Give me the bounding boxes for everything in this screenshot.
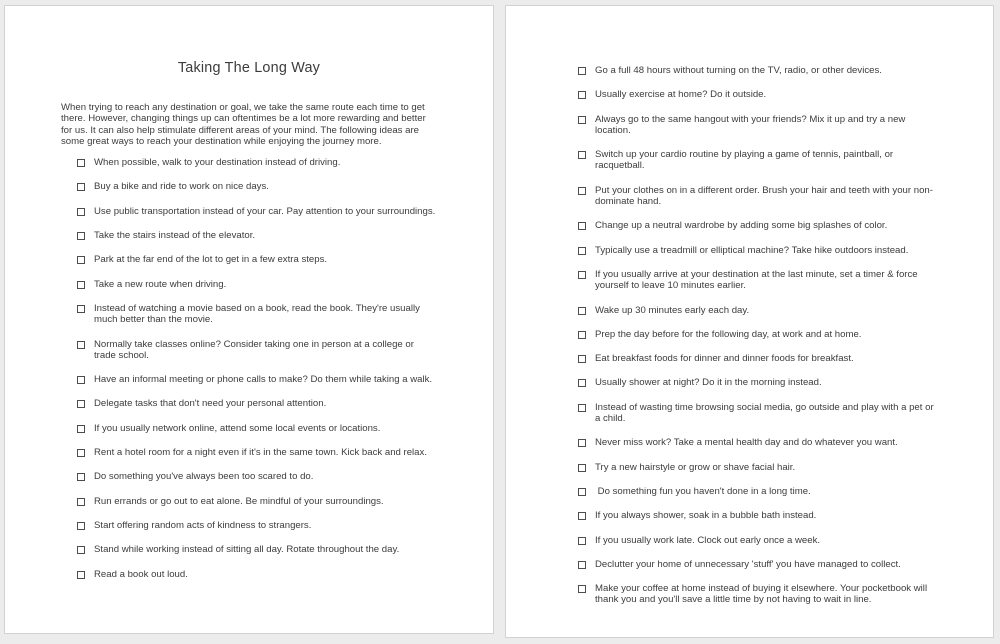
checkbox-icon bbox=[578, 307, 586, 315]
checklist-item bbox=[578, 185, 993, 208]
checklist-item bbox=[77, 181, 493, 192]
checkbox-icon bbox=[77, 305, 85, 313]
checklist-item-text: If you usually arrive at your destination at the last minute, set a timer & force yourself to leave 10 minutes earlier. bbox=[595, 268, 921, 292]
checklist-item-text: Do something you've always been too scared to do. bbox=[94, 471, 314, 483]
checklist-item-text: Use public transportation instead of your car. Pay attention to your surroundings. bbox=[94, 205, 436, 217]
checklist-item bbox=[77, 569, 493, 580]
checkbox-icon bbox=[77, 400, 85, 408]
checkbox-icon bbox=[578, 116, 586, 124]
checkbox-icon bbox=[578, 222, 586, 230]
checklist-item bbox=[77, 374, 493, 385]
checklist-item bbox=[578, 402, 993, 425]
checkbox-icon bbox=[578, 247, 586, 255]
checkbox-icon bbox=[578, 187, 586, 195]
checkbox-icon bbox=[77, 376, 85, 384]
checklist-item-text: Stand while working instead of sitting all day. Rotate throughout the day. bbox=[94, 544, 400, 556]
checklist-item-text: Take the stairs instead of the elevator. bbox=[94, 230, 256, 242]
checklist-item-text: If you usually network online, attend some local events or locations. bbox=[94, 422, 381, 434]
checklist-item bbox=[77, 157, 493, 168]
checklist-item-text: Change up a neutral wardrobe by adding some big splashes of color. bbox=[595, 220, 888, 232]
checklist-item bbox=[77, 447, 493, 458]
checklist-item bbox=[578, 559, 993, 570]
checklist-item bbox=[77, 206, 493, 217]
checkbox-icon bbox=[578, 151, 586, 159]
checkbox-icon bbox=[77, 571, 85, 579]
checkbox-icon bbox=[578, 561, 586, 569]
checkbox-icon bbox=[578, 91, 586, 99]
checklist-item-text: Do something fun you haven't done in a long time. bbox=[595, 485, 811, 497]
checklist-item-text: If you usually work late. Clock out early once a week. bbox=[595, 534, 821, 546]
checklist-item-text: Wake up 30 minutes early each day. bbox=[595, 304, 750, 316]
checklist-item bbox=[578, 65, 993, 76]
checklist-item-text: Eat breakfast foods for dinner and dinner foods for breakfast. bbox=[595, 353, 854, 365]
checkbox-icon bbox=[77, 473, 85, 481]
checklist-item bbox=[77, 339, 493, 362]
checklist-item bbox=[578, 462, 993, 473]
checkbox-icon bbox=[77, 522, 85, 530]
checklist-item-text: Rent a hotel room for a night even if it's in the same town. Kick back and relax. bbox=[94, 447, 427, 459]
checklist-item bbox=[77, 398, 493, 409]
checklist-item bbox=[578, 510, 993, 521]
page-2 bbox=[505, 5, 994, 638]
checklist-item bbox=[578, 245, 993, 256]
checklist-item-text: Read a book out loud. bbox=[94, 568, 188, 580]
checklist-item-text: Switch up your cardio routine by playing a game of tennis, paintball, or racquetball. bbox=[595, 149, 896, 172]
checklist-item-text: Make your coffee at home instead of buying it elsewhere. Your pocketbook will thank you and you'll save a little time by not having to wait in line. bbox=[595, 583, 930, 606]
checkbox-icon bbox=[578, 67, 586, 75]
checklist-item-text: Normally take classes online? Consider taking one in person at a college or trade school. bbox=[94, 338, 417, 361]
checklist-item-text: Usually exercise at home? Do it outside. bbox=[595, 89, 767, 101]
checkbox-icon bbox=[578, 271, 586, 279]
checkbox-icon bbox=[77, 546, 85, 554]
checklist-item-text: Run errands or go out to eat alone. Be mindful of your surroundings. bbox=[94, 495, 384, 507]
checklist-item-text: Buy a bike and ride to work on nice days. bbox=[94, 181, 269, 193]
checklist-item bbox=[77, 471, 493, 482]
checkbox-icon bbox=[77, 232, 85, 240]
checklist-item bbox=[578, 114, 993, 137]
checkbox-icon bbox=[77, 341, 85, 349]
checklist-item-text: When possible, walk to your destination instead of driving. bbox=[94, 157, 341, 169]
checkbox-icon bbox=[578, 379, 586, 387]
checklist-item bbox=[77, 544, 493, 555]
page-1 bbox=[4, 5, 494, 634]
checkbox-icon bbox=[77, 256, 85, 264]
checklist-item-text: Try a new hairstyle or grow or shave facial hair. bbox=[595, 461, 796, 473]
checklist-item-text: Go a full 48 hours without turning on the TV, radio, or other devices. bbox=[595, 65, 882, 76]
checkbox-icon bbox=[578, 488, 586, 496]
checklist-item bbox=[77, 230, 493, 241]
checklist-item bbox=[578, 535, 993, 546]
checklist-item bbox=[578, 353, 993, 364]
checkbox-icon bbox=[77, 425, 85, 433]
checkbox-icon bbox=[578, 585, 586, 593]
checklist-item-text: Have an informal meeting or phone calls to make? Do them while taking a walk. bbox=[94, 374, 433, 386]
checklist-item bbox=[578, 149, 993, 172]
checkbox-icon bbox=[77, 281, 85, 289]
checklist-item-text: Never miss work? Take a mental health day and do whatever you want. bbox=[595, 437, 898, 449]
checkbox-icon bbox=[77, 498, 85, 506]
checklist-item-text: Instead of watching a movie based on a book, read the book. They're usually much better than the movie. bbox=[94, 302, 423, 326]
checklist-item bbox=[578, 583, 993, 606]
intro-paragraph: When trying to reach any destination or goal, we take the same route each time to get there. However, changing things up can oftentimes be a lot more rewarding and better for us. It can also help stimulate different areas of your mind. The following ideas are some great ways to reach your destination while enjoying the journey more. bbox=[61, 102, 426, 147]
checklist-item bbox=[578, 437, 993, 448]
checklist-item bbox=[77, 254, 493, 265]
checkbox-icon bbox=[77, 183, 85, 191]
checkbox-icon bbox=[578, 537, 586, 545]
checklist-item bbox=[77, 279, 493, 290]
checklist-item-text: If you always shower, soak in a bubble bath instead. bbox=[595, 510, 817, 522]
checklist-item-text: Prep the day before for the following day, at work and at home. bbox=[595, 328, 862, 340]
checklist-item bbox=[578, 486, 993, 497]
checkbox-icon bbox=[77, 208, 85, 216]
checkbox-icon bbox=[578, 512, 586, 520]
checklist-item-text: Typically use a treadmill or elliptical machine? Take hike outdoors instead. bbox=[595, 244, 909, 256]
checkbox-icon bbox=[77, 159, 85, 167]
checklist-item bbox=[578, 305, 993, 316]
checklist-item bbox=[77, 496, 493, 507]
checklist-item-text: Instead of wasting time browsing social media, go outside and play with a pet or a child. bbox=[595, 401, 937, 425]
checklist-page-1 bbox=[77, 157, 493, 580]
checklist-item-text: Declutter your home of unnecessary 'stuff' you have managed to collect. bbox=[595, 558, 901, 570]
checkbox-icon bbox=[578, 404, 586, 412]
checklist-item bbox=[77, 520, 493, 531]
checkbox-icon bbox=[578, 439, 586, 447]
checklist-item bbox=[578, 220, 993, 231]
checklist-item bbox=[578, 269, 993, 292]
checklist-item-text: Always go to the same hangout with your friends? Mix it up and try a new location. bbox=[595, 113, 909, 136]
document-title: Taking The Long Way bbox=[177, 60, 321, 76]
checklist-item bbox=[77, 303, 493, 326]
checklist-item-text: Put your clothes on in a different order. Brush your hair and teeth with your non-dominate hand. bbox=[595, 184, 933, 208]
checkbox-icon bbox=[77, 449, 85, 457]
checkbox-icon bbox=[578, 331, 586, 339]
checklist-item-text: Delegate tasks that don't need your personal attention. bbox=[94, 398, 327, 410]
checklist-item-text: Start offering random acts of kindness to strangers. bbox=[94, 519, 312, 531]
checklist-item-text: Park at the far end of the lot to get in a few extra steps. bbox=[94, 254, 328, 266]
checkbox-icon bbox=[578, 355, 586, 363]
checklist-item bbox=[578, 329, 993, 340]
checklist-item bbox=[578, 89, 993, 100]
checkbox-icon bbox=[578, 464, 586, 472]
checklist-item bbox=[77, 423, 493, 434]
checklist-item-text: Usually shower at night? Do it in the morning instead. bbox=[595, 377, 822, 389]
checklist-item-text: Take a new route when driving. bbox=[94, 278, 227, 290]
checklist-item bbox=[578, 377, 993, 388]
checklist-page-2 bbox=[578, 65, 993, 606]
